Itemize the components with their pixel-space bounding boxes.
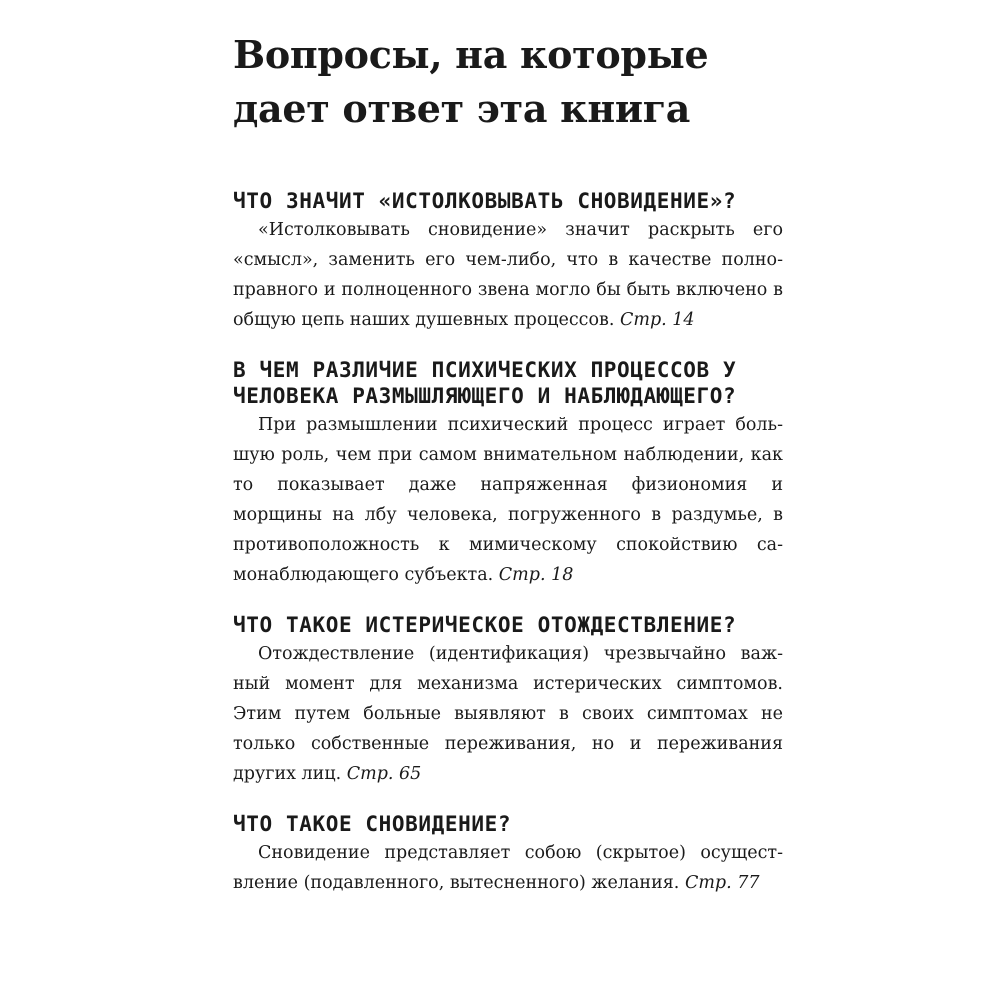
- answer-paragraph: [233, 410, 783, 590]
- book-page: [233, 28, 783, 898]
- answer-paragraph: [233, 215, 783, 335]
- question-heading: ЧТО ЗНАЧИТ «ИСТОЛКОВЫВАТЬ СНОВИДЕНИЕ»?: [233, 189, 737, 213]
- qa-section-1: [233, 188, 783, 335]
- page-reference: Стр. 14: [619, 310, 695, 330]
- question-heading: ЧТО ТАКОЕ ИСТЕРИЧЕСКОЕ ОТОЖДЕСТВЛЕНИЕ?: [233, 613, 737, 637]
- question-heading: В ЧЕМ РАЗЛИЧИЕ ПСИХИЧЕСКИХ ПРОЦЕССОВ У ЧЕЛОВЕКА РАЗМЫШЛЯЮЩЕГО И НАБЛЮДАЮЩЕГО?: [233, 358, 737, 408]
- page-reference: Стр. 18: [498, 565, 574, 585]
- qa-section-2: [233, 357, 783, 590]
- answer-paragraph: [233, 639, 783, 789]
- page-reference: Стр. 77: [684, 873, 760, 893]
- answer-text: При размышлении психический процесс играет большую роль, чем при самом внимательном наблюдении, как то показывает даже напряженная физиономия и морщины на лбу человека, погруженного в раздумье, в противоположность к мимическому спокойствию самонаблюдающего субъекта.: [233, 415, 783, 585]
- answer-text: «Истолковывать сновидение» значит раскрыть его «смысл», заменить его чем-либо, что в качестве полноправного и полноценного звена могло бы быть включено в общую цепь наших душевных процессов.: [233, 220, 783, 330]
- answer-paragraph: [233, 838, 783, 898]
- qa-section-3: [233, 612, 783, 789]
- qa-section-4: [233, 811, 783, 898]
- answer-text: Отождествление (идентификация) чрезвычайно важный момент для механизма истерических симптомов. Этим путем больные выявляют в своих симптомах не только собственные переживания, но и переживания других лиц.: [233, 644, 783, 784]
- page-reference: Стр. 65: [346, 764, 422, 784]
- answer-text: Сновидение представляет собою (скрытое) осуществление (подавленного, вытесненного) желания.: [233, 843, 783, 893]
- question-heading: ЧТО ТАКОЕ СНОВИДЕНИЕ?: [233, 812, 512, 836]
- page-title: Вопросы, на которые дает ответ эта книга: [233, 32, 709, 131]
